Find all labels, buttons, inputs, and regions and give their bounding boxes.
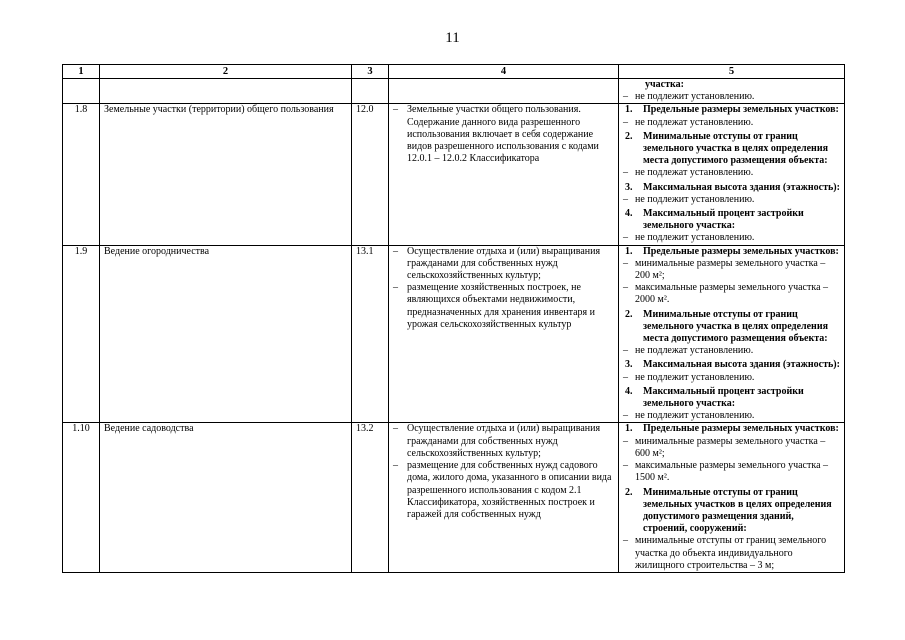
- continuation-param-title: участка:: [645, 79, 684, 90]
- dash: –: [393, 245, 398, 257]
- parameter-number: 2.: [625, 130, 633, 142]
- dash: –: [623, 371, 628, 383]
- continuation-row: [63, 79, 845, 104]
- dash: –: [393, 460, 398, 472]
- land-use-description: [389, 423, 619, 572]
- dash: –: [393, 104, 398, 116]
- parameter-block: [623, 423, 840, 486]
- parameter-number: 1.: [625, 423, 633, 435]
- parameters-cell: [619, 423, 845, 572]
- parameter-value: [623, 258, 840, 282]
- parameter-title-text: Предельные размеры земельных участков:: [643, 423, 839, 435]
- description-text: Земельные участки общего пользования. Содержание данного вида разрешенного использования включает в себя содержание видов разрешенного использования с кодами 12.0.1 – 12.0.2 Классификатора: [407, 104, 599, 165]
- dash: –: [623, 116, 628, 128]
- parameter-title-text: Максимальный процент застройки земельного участка:: [643, 385, 804, 410]
- parameter-value: [623, 194, 840, 206]
- land-use-name: Ведение садоводства: [100, 423, 352, 572]
- land-use-name: Земельные участки (территории) общего пользования: [100, 104, 352, 245]
- parameter-number: 3.: [625, 359, 633, 371]
- cont-cell-5: [619, 79, 845, 104]
- description-text: Осуществление отдыха и (или) выращивания гражданами для собственных нужд сельскохозяйственных культур;: [407, 423, 601, 459]
- parameter-title: [623, 104, 840, 116]
- description-item: [393, 246, 614, 283]
- description-item: [393, 423, 614, 460]
- parameter-value: [623, 232, 840, 244]
- row-number: 1.8: [63, 104, 100, 245]
- parameter-number: 3.: [625, 181, 633, 193]
- classifier-code: 13.2: [352, 423, 389, 572]
- parameter-number: 2.: [625, 308, 633, 320]
- parameter-title: [623, 423, 840, 435]
- header-col-3: 3: [352, 65, 389, 79]
- value-text: не подлежит установлению.: [635, 91, 755, 103]
- value-text: не подлежит установлению.: [635, 410, 755, 422]
- parameter-title: [623, 487, 840, 536]
- land-use-description: [389, 245, 619, 423]
- parameter-block: [623, 487, 840, 572]
- parameter-title: [623, 309, 840, 346]
- parameter-value: [623, 282, 840, 306]
- dash: –: [623, 193, 628, 205]
- value-text: не подлежат установлению.: [635, 116, 754, 128]
- dash: –: [623, 435, 628, 447]
- value-text: не подлежат установлению.: [635, 167, 754, 179]
- value-text: не подлежит установлению.: [635, 232, 755, 244]
- dash: –: [623, 535, 628, 547]
- value-text: не подлежат установлению.: [635, 345, 754, 357]
- parameter-title: [623, 386, 840, 410]
- parameter-title-text: Максимальная высота здания (этажность):: [643, 359, 840, 371]
- land-use-table: [62, 64, 845, 573]
- dash: –: [623, 91, 628, 103]
- dash: –: [623, 232, 628, 244]
- land-use-description: [389, 104, 619, 245]
- value-text: максимальные размеры земельного участка – 2000 м².: [635, 282, 829, 306]
- header-col-1: 1: [63, 65, 100, 79]
- parameter-title-text: Минимальные отступы от границ земельного участка в целях определения места допустимого размещения объекта:: [643, 130, 828, 167]
- parameter-title-text: Максимальный процент застройки земельного участка:: [643, 208, 804, 232]
- description-text: размещение хозяйственных построек, не являющихся объектами недвижимости, предназначенных для хранения инвентаря и урожая сельскохозяйственных культур: [407, 282, 596, 330]
- parameter-number: 4.: [625, 385, 633, 397]
- parameter-value: [623, 410, 840, 422]
- parameters-cell: [619, 245, 845, 423]
- parameter-title-text: Предельные размеры земельных участков:: [643, 104, 839, 116]
- parameter-number: 1.: [625, 245, 633, 257]
- value-text: минимальные отступы от границ земельного участка до объекта индивидуального жилищного строительства – 3 м;: [635, 535, 827, 571]
- continuation-param-value: [623, 91, 840, 103]
- description-item: [393, 104, 614, 165]
- land-use-name: Ведение огородничества: [100, 245, 352, 423]
- dash: –: [623, 460, 628, 472]
- parameter-title-text: Минимальные отступы от границ земельных участков в целях определения допустимого размещения зданий, строений, сооружений:: [643, 486, 832, 535]
- parameter-number: 1.: [625, 104, 633, 116]
- parameter-block: [623, 359, 840, 385]
- parameters-cell: [619, 104, 845, 245]
- dash: –: [393, 282, 398, 294]
- value-text: минимальные размеры земельного участка – 200 м²;: [635, 257, 826, 282]
- description-item: [393, 282, 614, 331]
- parameter-value: [623, 117, 840, 129]
- classifier-code: 13.1: [352, 245, 389, 423]
- table-row: [63, 423, 845, 572]
- parameter-block: [623, 386, 840, 423]
- parameter-block: [623, 104, 840, 130]
- parameter-title-text: Максимальная высота здания (этажность):: [643, 181, 840, 193]
- parameter-title-text: Минимальные отступы от границ земельного участка в целях определения места допустимого размещения объекта:: [643, 308, 828, 345]
- parameter-title: [623, 359, 840, 371]
- table-row: [63, 104, 845, 245]
- header-row: [63, 65, 845, 79]
- parameter-value: [623, 535, 840, 572]
- parameter-title: [623, 182, 840, 194]
- value-text: максимальные размеры земельного участка – 1500 м².: [635, 460, 829, 484]
- dash: –: [623, 167, 628, 179]
- cont-cell-4: [389, 79, 619, 104]
- page-number: 11: [445, 30, 460, 46]
- header-col-5: 5: [619, 65, 845, 79]
- parameter-block: [623, 182, 840, 208]
- parameter-block: [623, 208, 840, 245]
- parameter-title-text: Предельные размеры земельных участков:: [643, 245, 839, 257]
- parameter-value: [623, 372, 840, 384]
- dash: –: [623, 257, 628, 269]
- cont-cell-3: [352, 79, 389, 104]
- parameter-title: [623, 131, 840, 168]
- parameter-number: 2.: [625, 486, 633, 498]
- parameter-value: [623, 167, 840, 179]
- parameter-title: [623, 246, 840, 258]
- dash: –: [623, 282, 628, 294]
- row-number: 1.10: [63, 423, 100, 572]
- parameter-block: [623, 309, 840, 360]
- table-row: [63, 245, 845, 423]
- parameter-value: [623, 460, 840, 484]
- value-text: минимальные размеры земельного участка – 600 м²;: [635, 435, 826, 459]
- classifier-code: 12.0: [352, 104, 389, 245]
- parameter-value: [623, 436, 840, 460]
- dash: –: [623, 345, 628, 357]
- cont-cell-2: [100, 79, 352, 104]
- row-number: 1.9: [63, 245, 100, 423]
- dash: –: [393, 423, 398, 435]
- parameter-value: [623, 345, 840, 357]
- description-text: Осуществление отдыха и (или) выращивания гражданами для собственных нужд сельскохозяйственных культур;: [407, 245, 601, 282]
- parameter-number: 4.: [625, 208, 633, 220]
- dash: –: [623, 410, 628, 422]
- value-text: не подлежит установлению.: [635, 371, 755, 383]
- value-text: не подлежит установлению.: [635, 193, 755, 205]
- header-col-4: 4: [389, 65, 619, 79]
- parameter-block: [623, 131, 840, 182]
- parameter-title: [623, 208, 840, 232]
- cont-cell-1: [63, 79, 100, 104]
- parameter-block: [623, 246, 840, 309]
- description-text: размещение для собственных нужд садового дома, жилого дома, указанного в описании вида разрешенного использования с кодом 2.1 Классификатора, хозяйственных построек и гаражей для собственных нужд: [407, 460, 612, 520]
- header-col-2: 2: [100, 65, 352, 79]
- description-item: [393, 460, 614, 521]
